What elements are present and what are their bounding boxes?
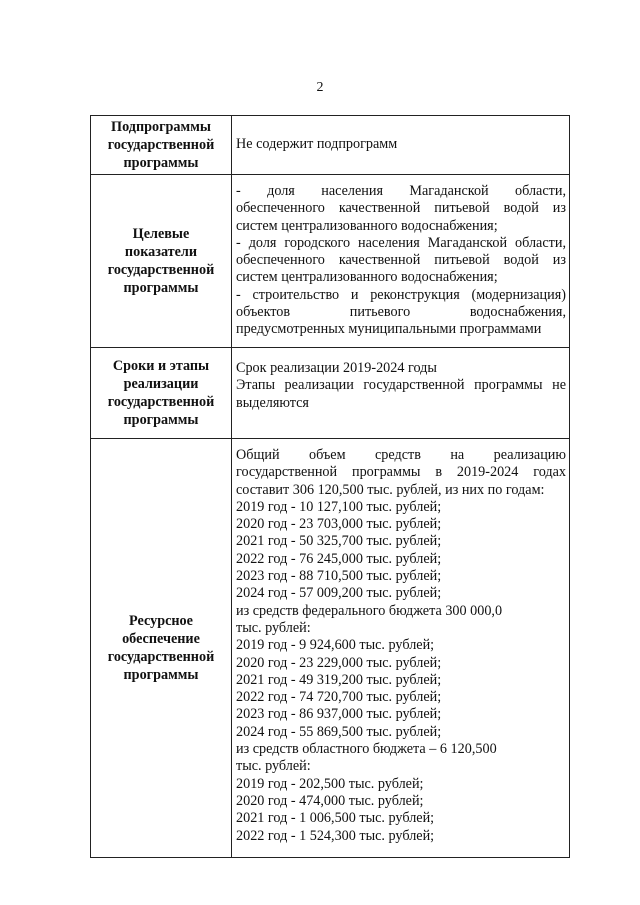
content-line: предусмотренных муниципальными программами	[236, 321, 542, 338]
row-content	[232, 175, 570, 348]
content-line: 2019 год - 10 127,100 тыс. рублей;	[236, 498, 442, 515]
table-row-funding	[91, 439, 570, 858]
content-line: - доля населения Магаданской области,	[236, 183, 566, 199]
content-line: Общий объем средств на реализацию	[236, 447, 566, 463]
content-line: систем централизованного водоснабжения;	[236, 217, 498, 234]
label-line: программы	[123, 412, 199, 428]
content-line: 2022 год - 1 524,300 тыс. рублей;	[236, 827, 435, 844]
content-line: - строительство и реконструкция (модернизация)	[236, 286, 566, 303]
table-row-timeline	[91, 348, 570, 439]
content-line: тыс. рублей:	[236, 619, 311, 636]
content-line: 2019 год - 9 924,600 тыс. рублей;	[236, 637, 435, 654]
label-line: программы	[123, 280, 199, 296]
label-line: Подпрограммы	[111, 119, 211, 135]
label-line: программы	[123, 667, 199, 683]
content-line: 2021 год - 1 006,500 тыс. рублей;	[236, 810, 435, 827]
content-line: выделяются	[236, 394, 309, 411]
content-line: 2022 год - 76 245,000 тыс. рублей;	[236, 550, 442, 567]
content-line: 2020 год - 474,000 тыс. рублей;	[236, 792, 424, 809]
content-line: 2023 год - 86 937,000 тыс. рублей;	[236, 706, 442, 723]
content-line: государственной программы в 2019-2024 годах	[236, 464, 566, 481]
label-line: обеспечение	[122, 631, 200, 647]
content-line: 2020 год - 23 229,000 тыс. рублей;	[236, 654, 442, 671]
page-number: 2	[316, 80, 324, 95]
content-line: систем централизованного водоснабжения;	[236, 269, 498, 286]
content-line: 2023 год - 88 710,500 тыс. рублей;	[236, 568, 442, 585]
label-line: государственной	[107, 262, 215, 278]
row-label	[91, 116, 232, 175]
label-line: Целевые	[132, 226, 190, 242]
content-line: 2024 год - 57 009,200 тыс. рублей;	[236, 585, 442, 602]
content-line: 2019 год - 202,500 тыс. рублей;	[236, 775, 424, 792]
label-line: государственной	[107, 394, 215, 410]
row-content	[232, 348, 570, 439]
label-line: Ресурсное	[129, 613, 193, 629]
content-line: Срок реализации 2019-2024 годы	[236, 360, 437, 376]
content-line: 2024 год - 55 869,500 тыс. рублей;	[236, 723, 442, 740]
content-line: тыс. рублей:	[236, 758, 311, 775]
label-line: реализации	[123, 376, 199, 392]
label-line: показатели	[124, 244, 198, 260]
row-label	[91, 175, 232, 348]
content-line: из средств областного бюджета – 6 120,500	[236, 741, 497, 758]
label-line: Сроки и этапы	[112, 358, 210, 374]
content-line: обеспеченного качественной питьевой водой из	[236, 200, 566, 217]
content-line: обеспеченного качественной питьевой водой из	[236, 252, 566, 269]
content-line: из средств федерального бюджета 300 000,0	[236, 602, 503, 619]
table-row-target-indicators	[91, 175, 570, 348]
row-label	[91, 439, 232, 858]
label-line: программы	[123, 155, 199, 171]
content-line: 2021 год - 49 319,200 тыс. рублей;	[236, 671, 442, 688]
program-passport-table	[90, 115, 570, 858]
content-line: 2021 год - 50 325,700 тыс. рублей;	[236, 533, 442, 550]
table-row-subprograms	[91, 116, 570, 175]
label-line: государственной	[107, 649, 215, 665]
content-line: 2020 год - 23 703,000 тыс. рублей;	[236, 516, 442, 533]
content-line: 2022 год - 74 720,700 тыс. рублей;	[236, 689, 442, 706]
content-line: - доля городского населения Магаданской области,	[236, 234, 566, 251]
content-line: Этапы реализации государственной программы не	[236, 377, 566, 394]
content-line: составит 306 120,500 тыс. рублей, из них по годам:	[236, 481, 545, 498]
row-label	[91, 348, 232, 439]
content-line: Не содержит подпрограмм	[236, 136, 398, 153]
content-line: объектов питьевого водоснабжения,	[236, 304, 566, 321]
label-line: государственной	[107, 137, 215, 153]
row-content	[232, 116, 570, 175]
row-content	[232, 439, 570, 858]
